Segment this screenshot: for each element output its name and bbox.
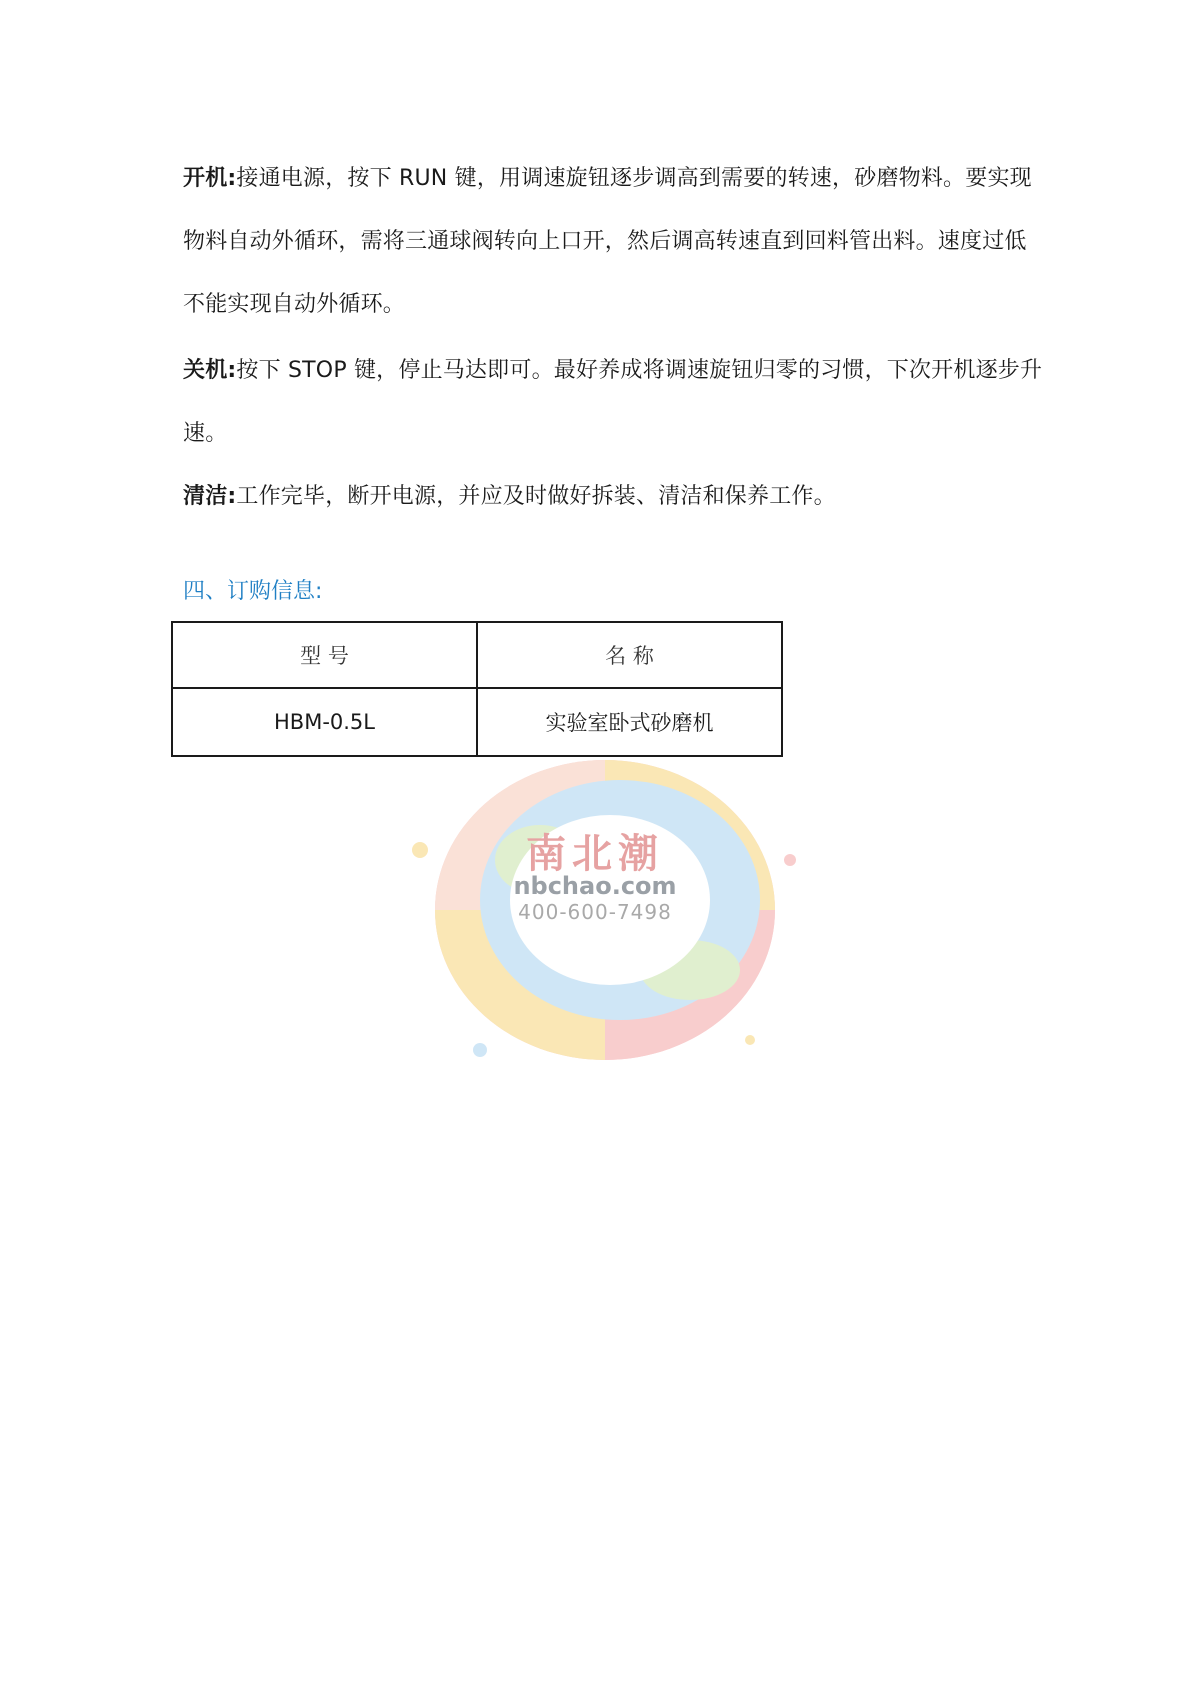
table-header-row (172, 622, 782, 688)
watermark-brand: 南北潮 (526, 830, 664, 877)
cell-name: 实验室卧式砂磨机 (477, 688, 782, 756)
cell-model: HBM-0.5L (172, 688, 477, 756)
shutdown-label: 关机: (183, 358, 237, 383)
cleaning-label: 清洁: (183, 484, 237, 509)
shutdown-text: 按下 STOP 键，停止马达即可。最好养成将调速旋钮归零的习惯，下次开机逐步升速。 (183, 358, 1043, 446)
table-row (172, 688, 782, 756)
startup-text: 接通电源，按下 RUN 键，用调速旋钮逐步调高到需要的转速，砂磨物料。要实现物料自动外循环，需将三通球阀转向上口开，然后调高转速直到回料管出料。速度过低不能实现自动外循环。 (183, 166, 1032, 317)
order-info-table (171, 621, 783, 757)
shutdown-paragraph (183, 339, 1043, 465)
watermark-site: nbchao.com (513, 872, 677, 900)
cleaning-paragraph (183, 465, 1043, 528)
header-model: 型 号 (172, 622, 477, 688)
cleaning-text: 工作完毕，断开电源，并应及时做好拆装、清洁和保养工作。 (236, 484, 836, 509)
startup-paragraph (183, 147, 1043, 336)
startup-label: 开机: (183, 166, 237, 191)
watermark-phone: 400-600-7498 (518, 900, 672, 924)
header-name: 名 称 (477, 622, 782, 688)
order-info-heading: 四、订购信息: (183, 579, 323, 604)
